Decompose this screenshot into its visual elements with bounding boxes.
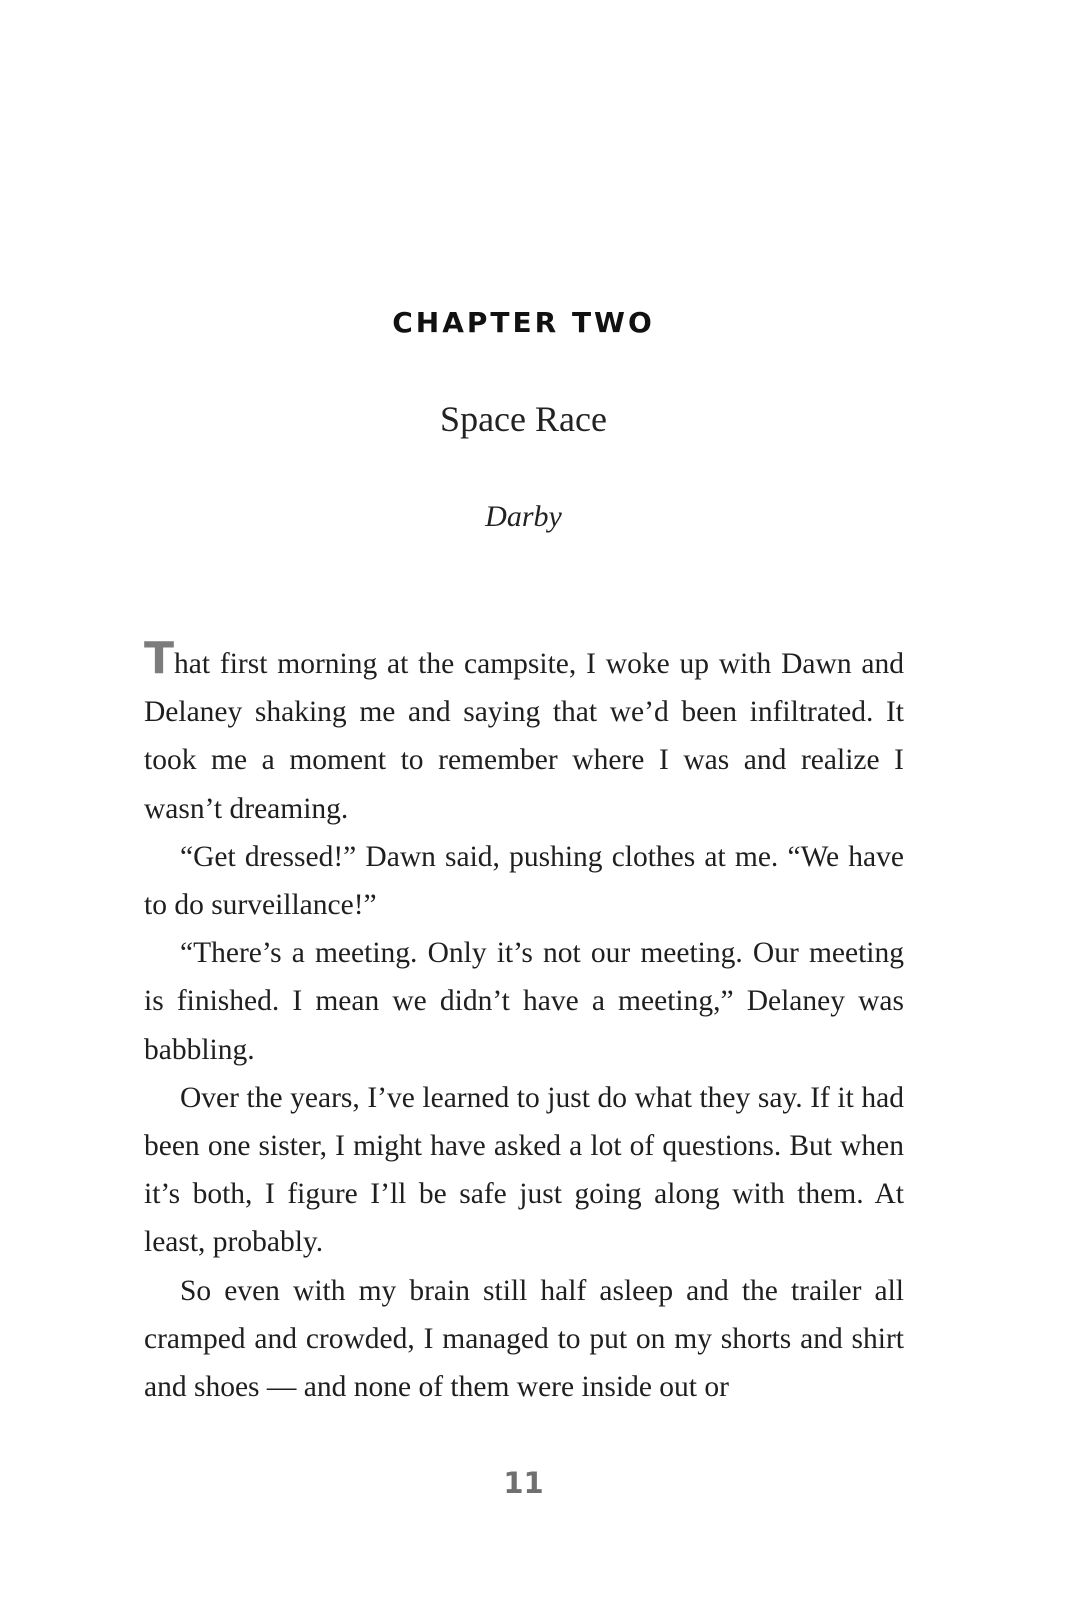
paragraph-text: hat first morning at the campsite, I woke up with Dawn and Delaney shaking me and saying that we’d been infiltrated. It took me a moment to remember where I was and realize I wasn’t dreaming.	[144, 648, 904, 825]
paragraph: “There’s a meeting. Only it’s not our meeting. Our meeting is finished. I mean we didn’t have a meeting,” Delaney was babbling.	[144, 937, 904, 1066]
body-text	[144, 633, 904, 1411]
chapter-title: Space Race	[440, 399, 607, 439]
paragraph: Over the years, I’ve learned to just do what they say. If it had been one sister, I might have asked a lot of questions. But when it’s both, I figure I’ll be safe just going along with them. At least, probably.	[144, 1081, 904, 1259]
paragraph	[144, 633, 904, 833]
drop-cap: T	[144, 633, 175, 684]
chapter-narrator: Darby	[485, 500, 562, 533]
paragraph: So even with my brain still half asleep and the trailer all cramped and crowded, I managed to put on my shorts and shirt and shoes — and none of them were inside out or	[144, 1274, 904, 1404]
paragraph: “Get dressed!” Dawn said, pushing clothes at me. “We have to do surveillance!”	[144, 840, 904, 922]
page-number: 11	[503, 1466, 544, 1500]
chapter-label: CHAPTER TWO	[392, 306, 655, 339]
